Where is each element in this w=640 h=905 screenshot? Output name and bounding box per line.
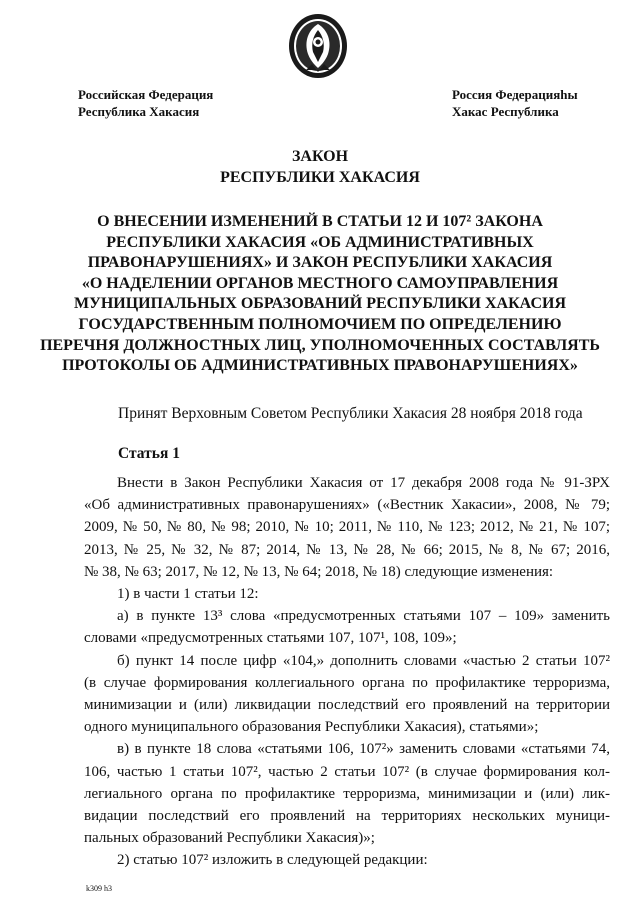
document-title [0, 146, 640, 188]
coat-of-arms-emblem [286, 12, 350, 82]
body-line: б) пункт 14 после цифр «104,» дополнить словами «частью 2 статьи 107² [117, 652, 610, 669]
body-line: 1) в части 1 статьи 12: [117, 586, 259, 603]
body-line: 2009, № 50, № 80, № 98; 2010, № 10; 2011, № 110, № 123; 2012, № 21, № 107; [84, 519, 610, 536]
footer-code: k309 h3 [86, 884, 112, 893]
subject-line: ПРАВОНАРУШЕНИЯХ» И ЗАКОН РЕСПУБЛИКИ ХАКАСИЯ [87, 254, 553, 272]
header-left-line: Российская Федерация [78, 87, 214, 102]
subject-line: ПЕРЕЧНЯ ДОЛЖНОСТНЫХ ЛИЦ, УПОЛНОМОЧЕННЫХ СОСТАВЛЯТЬ [40, 336, 600, 354]
law-subject [0, 212, 640, 377]
subject-line: ПРОТОКОЛЫ ОБ АДМИНИСТРАТИВНЫХ ПРАВОНАРУШЕНИЯХ» [62, 357, 578, 375]
subject-line: О ВНЕСЕНИИ ИЗМЕНЕНИЙ В СТАТЬИ 12 И 107² ЗАКОНА [97, 213, 543, 230]
body-line: (в случае формирования коллегиального органа по профилактике терроризма, [84, 674, 610, 691]
body-line: словами «предусмотренных статьями 107, 107¹, 108, 109»; [84, 630, 457, 647]
header-right [452, 86, 578, 120]
body-line: минимизации и (или) ликвидации последствий его проявлений на территории [84, 697, 610, 714]
body-line: легиального органа по профилактике терроризма, минимизации и (или) лик- [84, 785, 610, 802]
subject-line: «О НАДЕЛЕНИИ ОРГАНОВ МЕСТНОГО САМОУПРАВЛЕНИЯ [81, 274, 559, 292]
body-line: а) в пункте 13³ слова «предусмотренных статьями 107 – 109» заменить [117, 608, 610, 625]
title-line: ЗАКОН [291, 148, 349, 165]
header-left [78, 86, 213, 120]
body-line: видации последствий его проявлений на территориях нескольких муници- [84, 808, 610, 825]
subject-line: ГОСУДАРСТВЕННЫМ ПОЛНОМОЧИЕМ ПО ОПРЕДЕЛЕНИЮ [78, 315, 562, 333]
subject-line: МУНИЦИПАЛЬНЫХ ОБРАЗОВАНИЙ РЕСПУБЛИКИ ХАКАСИЯ [74, 295, 566, 313]
adoption-statement: Принят Верховным Советом Республики Хакасия 28 ноября 2018 года [118, 405, 583, 422]
body-line: пальных образований Республики Хакасия)»; [84, 830, 375, 847]
title-line: РЕСПУБЛИКИ ХАКАСИЯ [220, 169, 420, 186]
body-line: № 38, № 63; 2017, № 12, № 13, № 64; 2018, № 18) следующие изменения: [84, 563, 554, 580]
body-line: 106, частью 1 статьи 107², частью 2 статьи 107² (в случае формирования кол- [84, 763, 610, 780]
body-line: 2) статью 107² изложить в следующей редакции: [117, 852, 428, 869]
body-line: 2013, № 25, № 32, № 87; 2014, № 13, № 28, № 66; 2015, № 8, № 67; 2016, [84, 541, 610, 558]
subject-line: РЕСПУБЛИКИ ХАКАСИЯ «ОБ АДМИНИСТРАТИВНЫХ [106, 233, 534, 251]
article-heading: Статья 1 [118, 445, 180, 462]
body-line: одного муниципального образования Республики Хакасия), статьями»; [84, 719, 539, 736]
header-left-line: Республика Хакасия [78, 104, 200, 119]
header-right-line: Хакас Республика [452, 104, 559, 119]
body-line: «Об административных правонарушениях» («Вестник Хакасии», 2008, № 79; [84, 497, 610, 514]
article-body [84, 472, 610, 872]
header-right-line: Россия Федерацияhы [452, 87, 578, 102]
body-line: в) в пункте 18 слова «статьями 106, 107²» заменить словами «статьями 74, [117, 741, 610, 758]
body-line: Внести в Закон Республики Хакасия от 17 декабря 2008 года № 91-ЗРХ [117, 475, 610, 491]
